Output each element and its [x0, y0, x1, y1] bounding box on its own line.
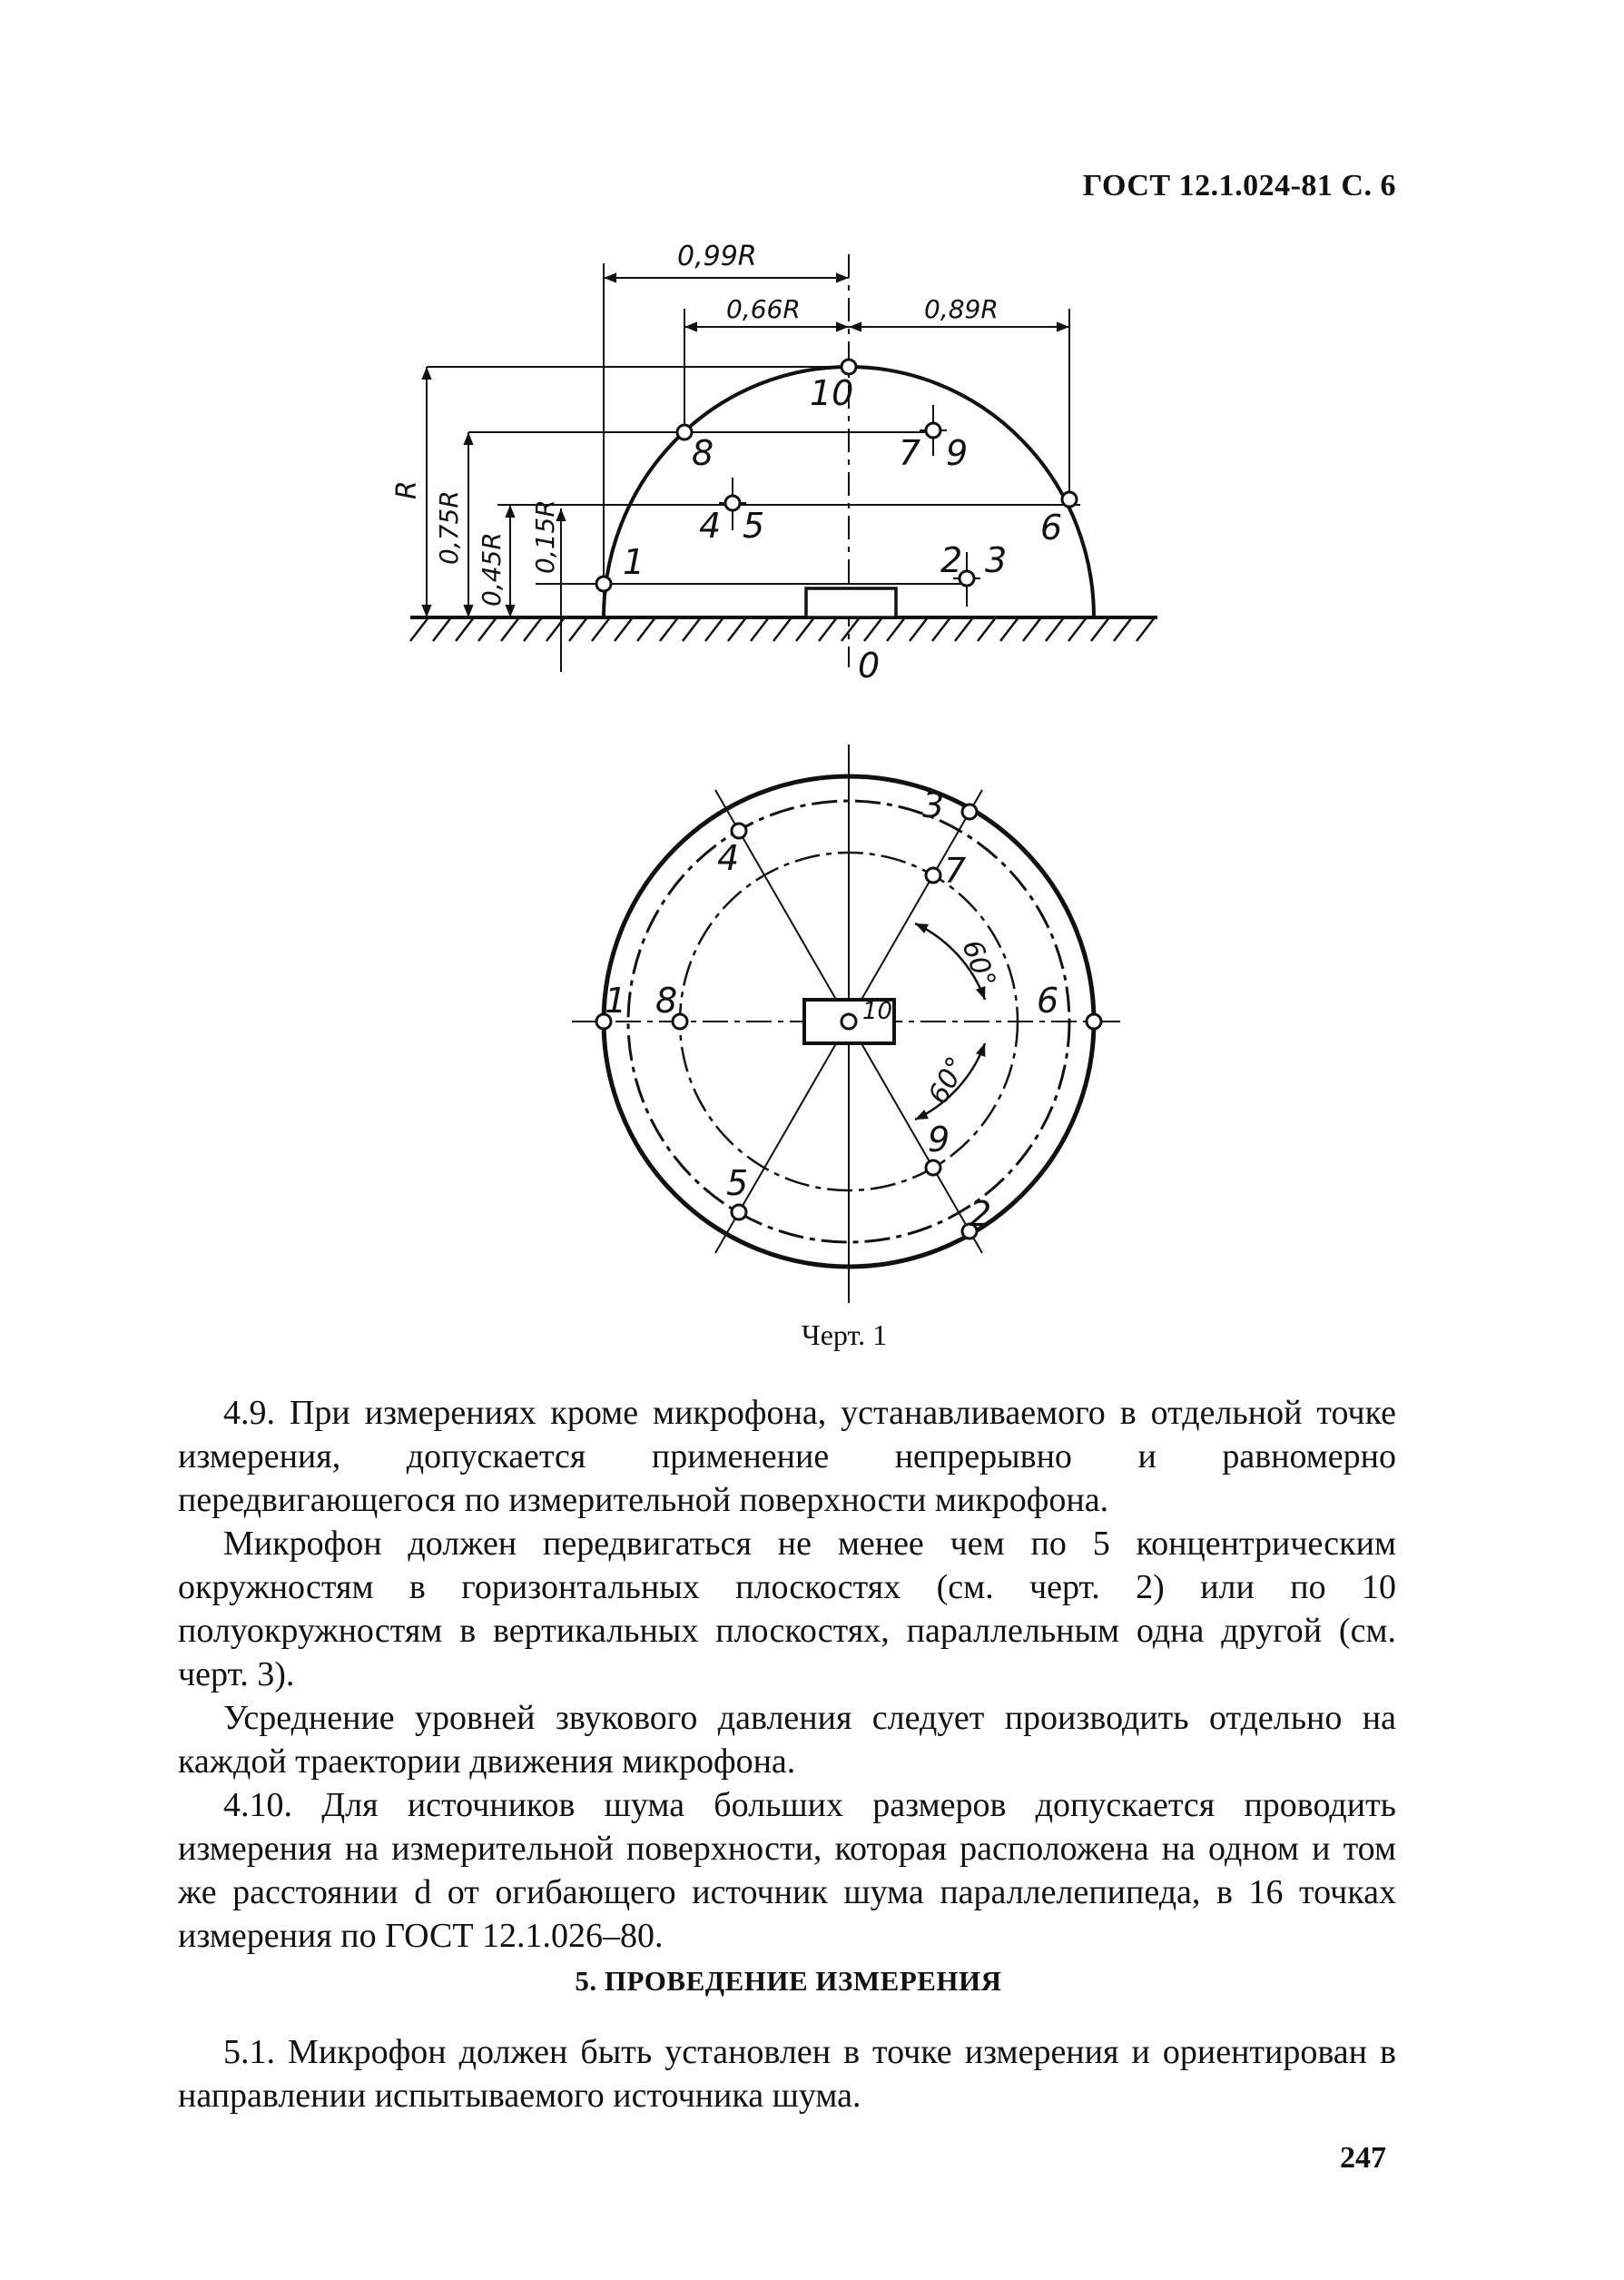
elev-point-7: 7 [899, 433, 921, 473]
elev-point-8: 8 [692, 433, 714, 473]
plan-point-7: 7 [944, 851, 967, 891]
ground-hatching [410, 617, 1155, 641]
plan-point-2: 2 [969, 1194, 992, 1234]
elev-point-2: 2 [940, 540, 963, 580]
plan-point-5: 5 [726, 1163, 749, 1203]
elev-point-10: 10 [810, 373, 854, 413]
section-title: 5. ПРОВЕДЕНИЕ ИЗМЕРЕНИЯ [575, 1965, 1002, 1997]
elev-point-9: 9 [946, 433, 969, 473]
plan-view [572, 745, 1126, 1303]
plan-point-4: 4 [717, 838, 740, 878]
paragraph-averaging: Усреднение уровней звукового давления следует производить отдельно на каждой траектории движения микрофона. [178, 1699, 1396, 1781]
page-number: 247 [1340, 2141, 1386, 2175]
elev-point-5: 5 [743, 506, 765, 546]
plan-point-9: 9 [928, 1120, 950, 1160]
dim-045R: 0,45R [477, 532, 507, 607]
dim-015R: 0,15R [530, 499, 560, 574]
dim-066R: 0,66R [726, 294, 801, 324]
dim-099R: 0,99R [677, 241, 757, 272]
dim-R: R [391, 480, 423, 499]
elev-point-1: 1 [623, 542, 645, 582]
paragraph-5-1: 5.1. Микрофон должен быть установлен в точке измерения и ориентирован в направлении испытываемого источника шума. [178, 2033, 1396, 2115]
plan-point-10: 10 [862, 998, 893, 1025]
paragraph-4-9: 4.9. При измерениях кроме микрофона, устанавливаемого в отдельной точке измерения, допускается применение непрерывно и равномерно передвигающегося по измерительной поверхности микрофона. [178, 1394, 1396, 1519]
elev-point-3: 3 [985, 540, 1008, 580]
body-text [178, 1391, 1396, 1958]
elev-point-6: 6 [1040, 508, 1063, 548]
dim-089R: 0,89R [924, 294, 999, 324]
elev-point-4: 4 [699, 506, 722, 546]
origin-label: 0 [858, 646, 881, 686]
page-header: ГОСТ 12.1.024-81 С. 6 [1082, 169, 1396, 202]
dim-075R: 0,75R [434, 490, 464, 565]
paragraph-microphone: Микрофон должен передвигаться не менее чем по 5 концентрическим окружностям в горизонтальных плоскостях (см. черт. 2) или по 10 полуокружностям в вертикальных плоскостях, параллельным одна другой (см. черт. 3). [178, 1525, 1396, 1693]
plan-point-1: 1 [605, 981, 627, 1021]
paragraph-4-10: 4.10. Для источников шума больших размеров допускается проводить измерения на измерительной поверхности, которая расположена на одном и том же расстоянии d от огибающего источник шума параллелепипеда, в 16 точках измерения по ГОСТ 12.1.026–80. [178, 1786, 1396, 1955]
noise-source [806, 588, 896, 617]
plan-point-6: 6 [1037, 981, 1059, 1021]
plan-point-3: 3 [922, 785, 945, 825]
figure-caption: Черт. 1 [801, 1318, 888, 1351]
section-body [178, 2030, 1396, 2117]
angle-label-upper: 60° [955, 935, 1002, 992]
plan-point-8: 8 [655, 981, 678, 1021]
angle-label-lower: 60° [922, 1051, 974, 1110]
